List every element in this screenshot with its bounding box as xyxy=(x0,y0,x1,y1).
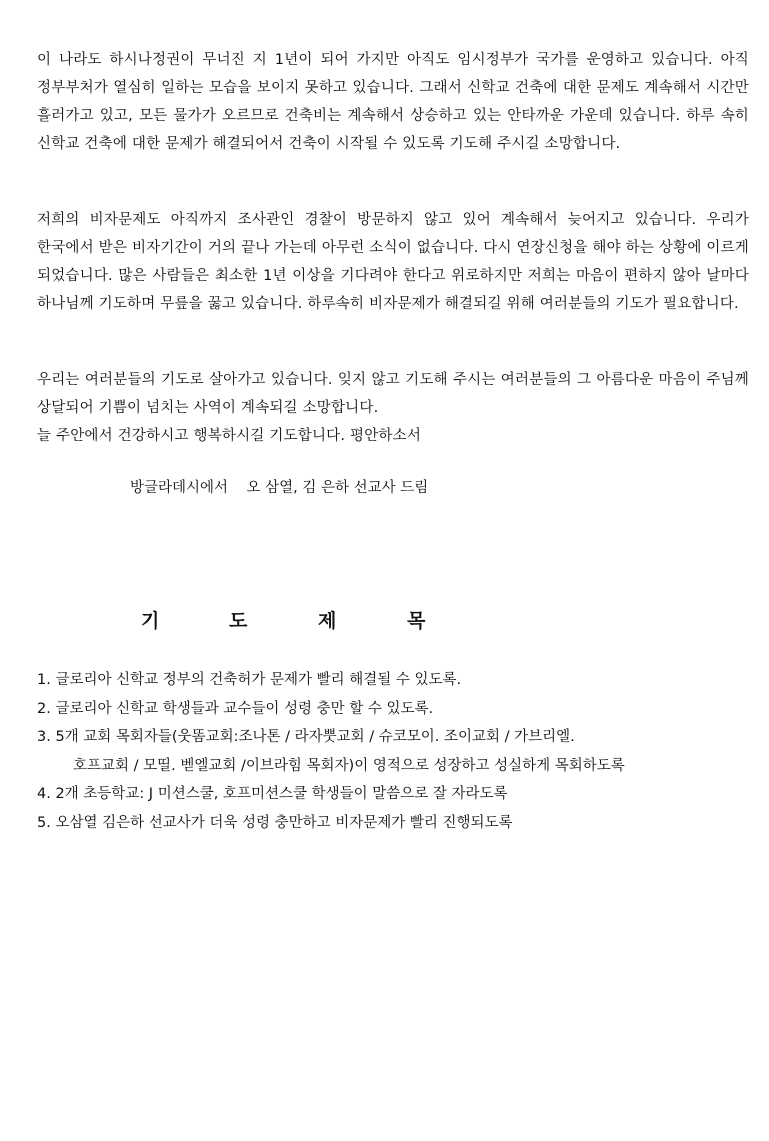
prayer-item-4: 4. 2개 초등학교: J 미션스쿨, 호프미션스쿨 학생들이 말씀으로 잘 자라도록 xyxy=(37,786,508,802)
prayer-title-char-3: 제 xyxy=(318,610,337,632)
prayer-title-char-2: 도 xyxy=(229,610,248,632)
prayer-item-3-continued: 호프교회 / 모띨. 벧엘교회 /이브라힘 목회자)이 영적으로 성장하고 성실하게 목회하도록 xyxy=(73,757,625,774)
signature-line: 방글라데시에서 오 삼열, 김 은하 선교사 드림 xyxy=(130,480,429,496)
prayer-item-2: 2. 글로리아 신학교 학생들과 교수들이 성령 충만 할 수 있도록. xyxy=(37,700,434,717)
prayer-topics-list xyxy=(37,666,757,837)
paragraph-seminary-construction: 이 나라도 하시나정권이 무너진 지 1년이 되어 가지만 아직도 임시정부가 국가를 운영하고 있습니다. 아직 정부부처가 열심히 일하는 모습을 보이지 못하고 있습니다. 그래서 신학교 건축에 대한 문제도 계속해서 시간만 흘러가고 있고, 모든 물가가 오르므로 건축비는 계속해서 상승하고 있는 안타까운 가운데 있습니다. 하루 속히 신학교 건축에 대한 문제가 해결되어서 건축이 시작될 수 있도록 기도해 주시길 소망합니다. xyxy=(37,52,749,152)
prayer-title-char-1: 기 xyxy=(141,610,160,632)
paragraph-visa-issue: 저희의 비자문제도 아직까지 조사관인 경찰이 방문하지 않고 있어 계속해서 늦어지고 있습니다. 우리가 한국에서 받은 비자기간이 거의 끝나 가는데 아무런 소식이 없습니다. 다시 연장신청을 해야 하는 상황에 이르게 되었습니다. 많은 사람들은 최소한 1년 이상을 기다려야 한다고 위로하지만 저희는 마음이 편하지 않아 날마다 하나님께 기도하며 무릎을 꿇고 있습니다. 하루속히 비자문제가 해결되길 위해 여러분들의 기도가 필요합니다. xyxy=(37,212,749,312)
prayer-title-char-4: 목 xyxy=(407,610,426,632)
prayer-item-3: 3. 5개 교회 목회자들(웃똠교회:조나톤 / 라자뿟교회 / 슈코모이. 조이교회 / 가브리엘. xyxy=(37,729,575,745)
prayer-item-1: 1. 글로리아 신학교 정부의 건축허가 문제가 빨리 해결될 수 있도록. xyxy=(37,672,462,688)
paragraph-closing xyxy=(37,366,749,450)
paragraph-thanks-text: 우리는 여러분들의 기도로 살아가고 있습니다. 잊지 않고 기도해 주시는 여러분들의 그 아름다운 마음이 주님께 상달되어 기쁨이 넘치는 사역이 계속되길 소망합니다. xyxy=(37,372,749,416)
prayer-topics-heading xyxy=(0,606,769,642)
closing-blessing-text: 늘 주안에서 건강하시고 행복하시길 기도합니다. 평안하소서 xyxy=(37,428,422,444)
prayer-item-5: 5. 오삼열 김은하 선교사가 더욱 성령 충만하고 비자문제가 빨리 진행되도록 xyxy=(37,814,513,831)
